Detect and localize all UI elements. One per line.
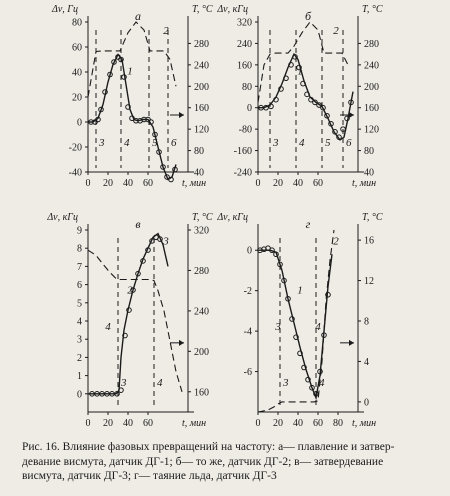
left-axis-title: Δν, Гц	[52, 4, 78, 15]
right-tick-label: 280	[194, 38, 209, 50]
right-tick-label: 160	[194, 103, 209, 115]
x-tick-label: 40	[293, 418, 303, 429]
right-tick-label: 200	[364, 81, 379, 93]
right-tick-label: 240	[194, 60, 209, 72]
left-tick-label: -80	[238, 124, 252, 136]
left-tick-label: 5	[77, 298, 82, 310]
left-axis-title: Δν, кГц	[217, 212, 248, 223]
left-tick-label: 40	[72, 67, 82, 79]
axis-arrow-head	[179, 340, 184, 346]
right-tick-label: 12	[364, 276, 374, 288]
right-tick-label: 4	[364, 356, 369, 368]
x-tick-label: 60	[143, 178, 153, 189]
right-tick-label: 80	[364, 146, 374, 158]
right-axis-title: T, °C	[192, 4, 213, 15]
left-tick-label: -160	[233, 146, 252, 158]
x-tick-label: 0	[255, 418, 261, 429]
right-tick-label: 120	[364, 124, 379, 136]
x-tick-label: 0	[85, 178, 91, 189]
x-tick-label: 20	[103, 418, 113, 429]
curve-label: 4	[105, 321, 111, 334]
figure-caption	[22, 440, 442, 484]
right-tick-label: 280	[194, 265, 209, 277]
curve-label: 1	[297, 284, 303, 297]
right-tick-label: 8	[364, 316, 369, 328]
caption-line: висмута, датчик ДГ-3; г— таяние льда, датчик ДГ-3	[22, 470, 277, 482]
right-tick-label: 200	[194, 81, 209, 93]
left-tick-label: 4	[77, 316, 82, 328]
phase-marker-label: 6	[346, 137, 352, 149]
left-tick-label: -6	[243, 367, 252, 379]
frequency-curve	[88, 234, 168, 394]
curve-label: 3	[163, 235, 169, 248]
x-tick-label: 40	[123, 418, 133, 429]
left-tick-label: -240	[233, 167, 252, 179]
panel-label: б	[304, 9, 312, 23]
x-tick-label: 80	[333, 418, 343, 429]
caption-line: девание висмута, датчик ДГ-1; б— то же, датчик ДГ-2; в— затвердевание	[22, 455, 384, 468]
phase-marker-label: 5	[152, 137, 158, 149]
x-axis-title: t, мин	[182, 178, 207, 189]
curve-label: 1	[127, 65, 133, 78]
phase-marker-label: 3	[283, 377, 289, 389]
axis-arrow-head	[349, 340, 354, 346]
panel-label: в	[135, 217, 141, 231]
left-tick-label: -4	[243, 326, 252, 338]
right-tick-label: 200	[194, 346, 209, 358]
panel-label: а	[135, 9, 141, 23]
axis-arrow-head	[349, 112, 354, 118]
left-tick-label: 3	[77, 334, 82, 346]
temperature-curve	[88, 250, 182, 392]
phase-marker-label: 3	[273, 137, 279, 149]
phase-marker-label: 4	[299, 137, 305, 149]
x-tick-label: 20	[273, 418, 283, 429]
curve-label: 2	[127, 284, 133, 297]
left-tick-label: 1	[77, 371, 82, 383]
x-tick-label: 0	[85, 418, 91, 429]
curve-label: 2	[163, 25, 169, 37]
curve-label: 2	[333, 235, 339, 248]
left-tick-label: 6	[77, 280, 82, 292]
right-tick-label: 120	[194, 124, 209, 136]
right-axis-title: T, °C	[362, 212, 383, 223]
phase-marker-label: 4	[319, 377, 325, 389]
left-axis-title: Δν, кГц	[47, 212, 78, 223]
right-tick-label: 40	[194, 167, 204, 179]
x-tick-label: 60	[143, 418, 153, 429]
x-axis-title: t, мин	[352, 178, 377, 189]
axis-arrow-head	[179, 112, 184, 118]
phase-marker-label: 5	[325, 137, 331, 149]
left-tick-label: -20	[68, 142, 82, 154]
phase-marker-label: 3	[121, 377, 127, 389]
right-tick-label: 40	[364, 167, 374, 179]
left-tick-label: 7	[77, 261, 82, 273]
phase-marker-label: 6	[171, 137, 177, 149]
x-tick-label: 60	[313, 178, 323, 189]
frequency-curve	[258, 54, 353, 140]
left-tick-label: 8	[77, 243, 82, 255]
left-tick-label: 60	[72, 42, 82, 54]
panel-label: г	[305, 217, 311, 231]
left-tick-label: 9	[77, 225, 82, 237]
left-tick-label: 20	[72, 92, 82, 104]
curve-label: 1	[297, 65, 303, 78]
right-tick-label: 320	[194, 225, 209, 237]
right-axis-title: T, °C	[362, 4, 383, 15]
left-tick-label: 2	[77, 352, 82, 364]
right-axis-title: T, °C	[192, 212, 213, 223]
left-tick-label: 0	[247, 245, 252, 257]
right-tick-label: 240	[194, 306, 209, 318]
phase-marker-label: 3	[99, 137, 105, 149]
caption-line: Рис. 16. Влияние фазовых превращений на частоту: а— плавление и затвер-	[22, 441, 395, 453]
phase-marker-label: 4	[124, 137, 130, 149]
x-tick-label: 0	[255, 178, 261, 189]
left-axis-title: Δν, кГц	[217, 4, 248, 15]
right-tick-label: 240	[364, 60, 379, 72]
x-tick-label: 20	[103, 178, 113, 189]
x-tick-label: 40	[123, 178, 133, 189]
curve-label: 4	[315, 321, 321, 334]
left-tick-label: 240	[237, 38, 252, 50]
right-tick-label: 160	[194, 387, 209, 399]
left-tick-label: 0	[77, 117, 82, 129]
left-tick-label: -2	[243, 286, 252, 298]
x-tick-label: 60	[313, 418, 323, 429]
x-tick-label: 40	[293, 178, 303, 189]
left-tick-label: -40	[68, 167, 82, 179]
x-axis-title: t, мин	[182, 418, 207, 429]
right-tick-label: 80	[194, 146, 204, 158]
frequency-curve	[258, 250, 332, 398]
left-tick-label: 80	[72, 17, 82, 29]
curve-label: 3	[275, 321, 281, 334]
x-axis-title: t, мин	[352, 418, 377, 429]
x-tick-label: 20	[273, 178, 283, 189]
right-tick-label: 160	[364, 103, 379, 115]
right-tick-label: 280	[364, 38, 379, 50]
right-tick-label: 0	[364, 397, 369, 409]
left-tick-label: 320	[237, 17, 252, 29]
curve-label: 2	[333, 25, 339, 37]
left-tick-label: 80	[242, 81, 252, 93]
left-tick-label: 0	[247, 103, 252, 115]
left-tick-label: 160	[237, 60, 252, 72]
right-tick-label: 16	[364, 235, 374, 247]
left-tick-label: 0	[77, 389, 82, 401]
phase-marker-label: 4	[157, 377, 163, 389]
